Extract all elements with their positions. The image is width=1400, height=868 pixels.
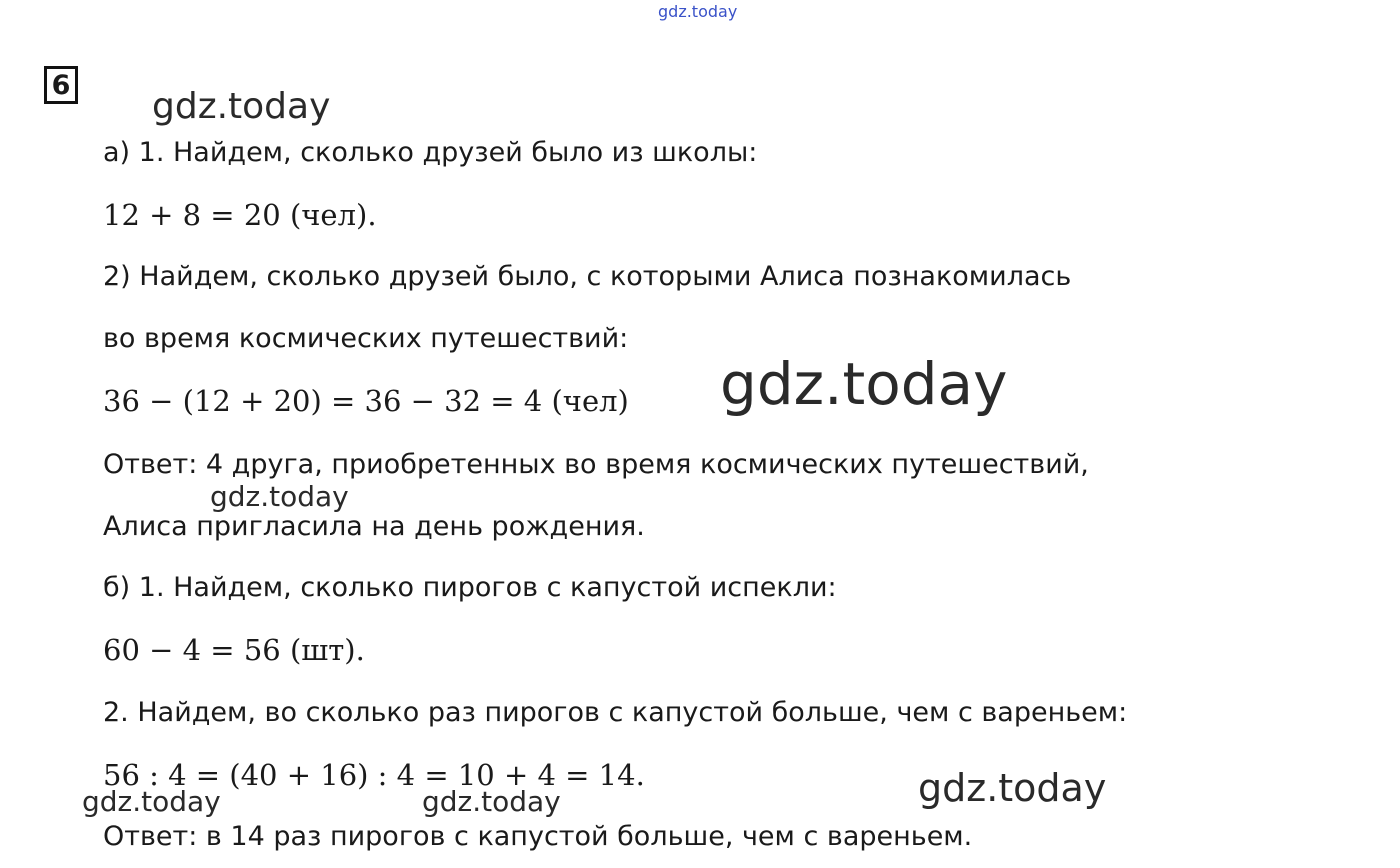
solution-line-6: б) 1. Найдем, сколько пирогов с капустой испекли:: [103, 572, 837, 603]
watermark-top: gdz.today: [658, 2, 738, 21]
watermark-5: gdz.today: [422, 785, 561, 818]
watermark-4: gdz.today: [82, 785, 221, 818]
solution-line-9: 56 : 4 = (40 + 16) : 4 = 10 + 4 = 14.: [103, 758, 645, 792]
answer-line-2: Алиса пригласила на день рождения.: [103, 511, 645, 542]
solution-line-4: во время космических путешествий:: [103, 323, 629, 354]
solution-line-3: 2) Найдем, сколько друзей было, с которыми Алиса познакомилась: [103, 261, 1072, 292]
task-number-box: [44, 66, 78, 104]
watermark-1: gdz.today: [152, 86, 331, 127]
answer-line-3: Ответ: в 14 раз пирогов с капустой больше, чем с вареньем.: [103, 821, 973, 852]
watermark-3: gdz.today: [210, 480, 349, 513]
watermark-2: gdz.today: [720, 350, 1008, 418]
task-number: 6: [51, 69, 71, 101]
solution-line-8: 2. Найдем, во сколько раз пирогов с капустой больше, чем с вареньем:: [103, 697, 1128, 728]
answer-line-1: Ответ: 4 друга, приобретенных во время космических путешествий,: [103, 449, 1089, 480]
solution-line-7: 60 − 4 = 56 (шт).: [103, 633, 365, 667]
watermark-6: gdz.today: [918, 766, 1107, 810]
solution-line-1: а) 1. Найдем, сколько друзей было из школы:: [103, 137, 758, 168]
solution-line-2: 12 + 8 = 20 (чел).: [103, 198, 377, 232]
solution-line-5: 36 − (12 + 20) = 36 − 32 = 4 (чел): [103, 384, 629, 418]
